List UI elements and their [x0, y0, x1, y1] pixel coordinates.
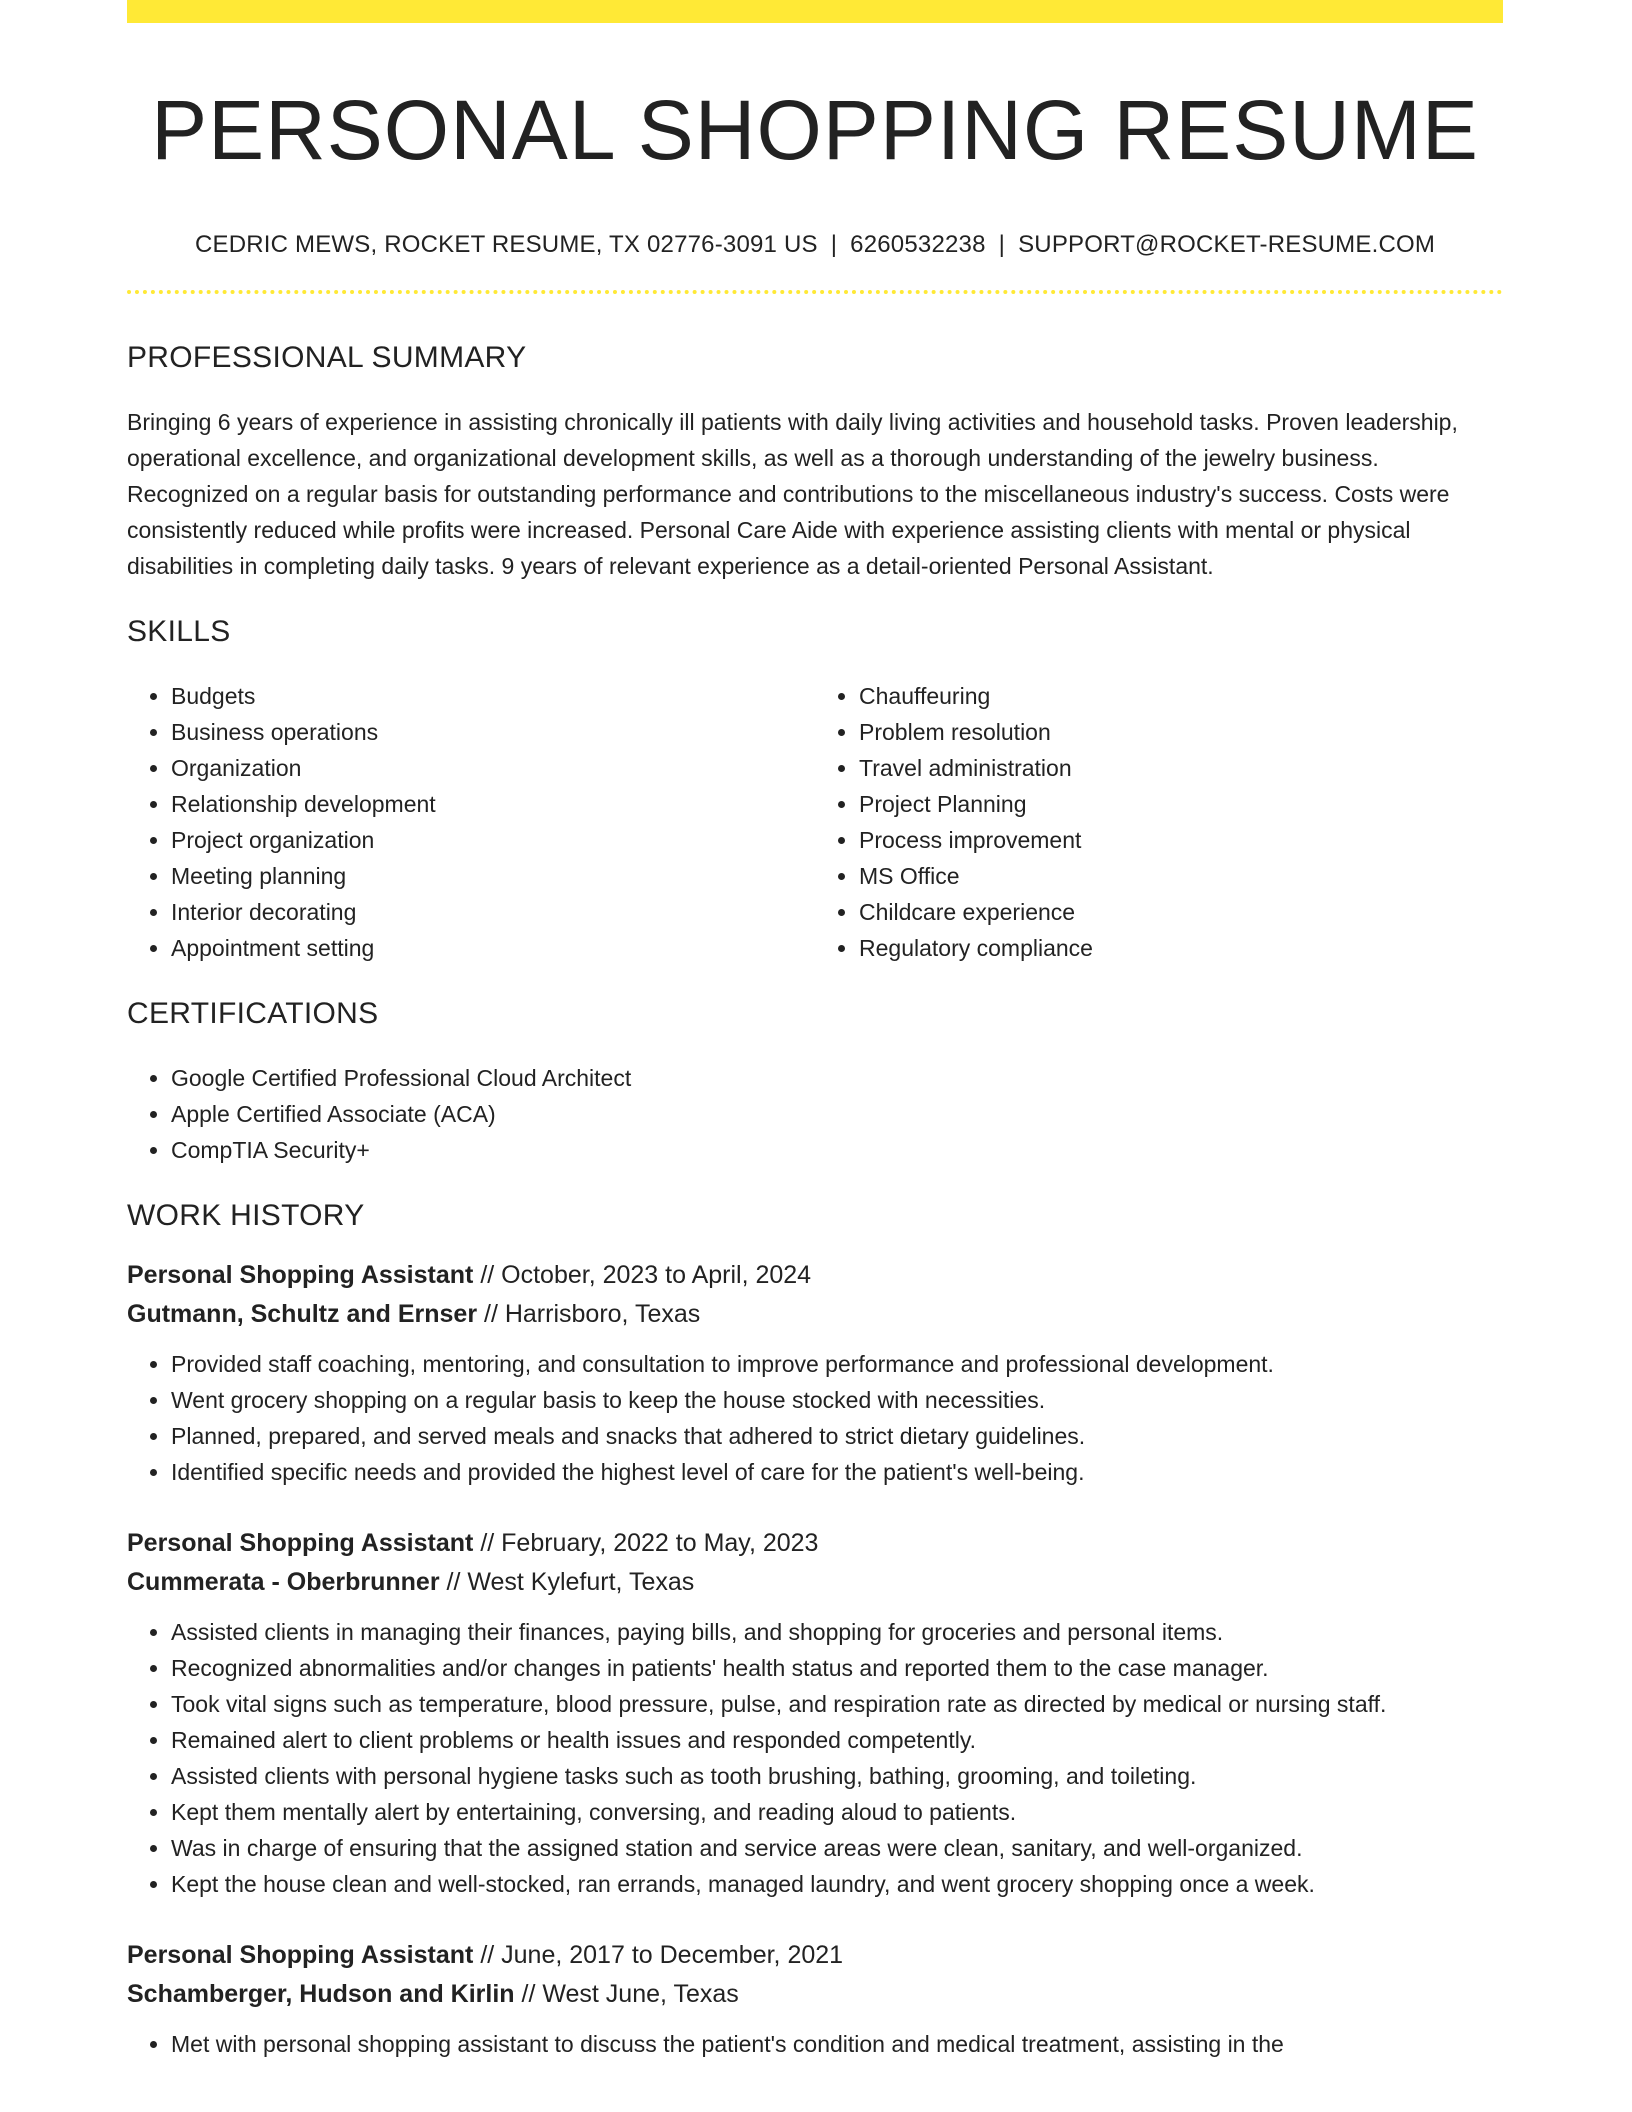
job-title-line: [127, 1256, 1503, 1295]
summary-text: Bringing 6 years of experience in assisting chronically ill patients with daily living activities and household tasks. Proven leadership, operational excellence, and organizational development skills, as well as a thorough understanding of the jewelry business. Recognized on a regular basis for outstanding performance and contributions to the miscellaneous industry's success. Costs were consistently reduced while profits were increased. Personal Care Aide with experience assisting clients with mental or physical disabilities in completing daily tasks. 9 years of relevant experience as a detail-oriented Personal Assistant.: [127, 409, 1458, 579]
skills-columns: [127, 678, 1503, 966]
skill-item: • Project Planning: [859, 786, 1503, 822]
job-bullet: • Identified specific needs and provided the highest level of care for the patient's well-being.: [171, 1454, 1503, 1490]
contact-separator: |: [830, 231, 838, 258]
skill-item: • Appointment setting: [171, 930, 815, 966]
job-title-line: [127, 1936, 1503, 1975]
certification-item: • Google Certified Professional Cloud Architect: [171, 1060, 1503, 1096]
skill-item: • Meeting planning: [171, 858, 815, 894]
skill-item: • Chauffeuring: [859, 678, 1503, 714]
skill-item: • Regulatory compliance: [859, 930, 1503, 966]
job-bullet: • Kept the house clean and well-stocked, ran errands, managed laundry, and went grocery shopping once a week.: [171, 1866, 1503, 1902]
skills-list-right: [815, 678, 1503, 966]
job-bullet: • Recognized abnormalities and/or changes in patients' health status and reported them to the case manager.: [171, 1650, 1503, 1686]
job-bullet: • Assisted clients with personal hygiene tasks such as tooth brushing, bathing, grooming, and toileting.: [171, 1758, 1503, 1794]
job-bullet: • Kept them mentally alert by entertaining, conversing, and reading aloud to patients.: [171, 1794, 1503, 1830]
job-bullet: • Provided staff coaching, mentoring, and consultation to improve performance and professional development.: [171, 1346, 1503, 1382]
job-bullets: [127, 1614, 1503, 1902]
resume-title: PERSONAL SHOPPING RESUME: [151, 83, 1479, 177]
job-location: // West June, Texas: [521, 1980, 739, 2008]
skill-item: • MS Office: [859, 858, 1503, 894]
job-bullets: [127, 1346, 1503, 1490]
job-entry: [127, 1936, 1503, 2062]
skills-list-left: [127, 678, 815, 966]
skill-item: • Interior decorating: [171, 894, 815, 930]
job-entry: [127, 1256, 1503, 1490]
job-title: Personal Shopping Assistant: [127, 1941, 474, 1969]
work-history-heading: WORK HISTORY: [127, 1199, 365, 1232]
skill-item: • Budgets: [171, 678, 815, 714]
job-bullets: [127, 2026, 1503, 2062]
job-bullet: • Assisted clients in managing their finances, paying bills, and shopping for groceries and personal items.: [171, 1614, 1503, 1650]
skill-item: • Organization: [171, 750, 815, 786]
job-entry: [127, 1524, 1503, 1902]
contact-phone: 6260532238: [850, 231, 986, 258]
contact-line: [127, 230, 1503, 260]
job-location: // West Kylefurt, Texas: [446, 1568, 695, 1596]
job-company-line: [127, 1975, 1503, 2014]
skill-item: • Travel administration: [859, 750, 1503, 786]
job-location: // Harrisboro, Texas: [484, 1300, 701, 1328]
job-title-line: [127, 1524, 1503, 1563]
job-bullet: • Was in charge of ensuring that the assigned station and service areas were clean, sanitary, and well-organized.: [171, 1830, 1503, 1866]
certifications-list: [127, 1060, 1503, 1168]
job-bullet: • Planned, prepared, and served meals and snacks that adhered to strict dietary guidelines.: [171, 1418, 1503, 1454]
job-dates: // February, 2022 to May, 2023: [480, 1529, 819, 1557]
header-divider: [127, 290, 1503, 294]
skills-heading: SKILLS: [127, 615, 231, 648]
job-company-line: [127, 1563, 1503, 1602]
certifications-heading: CERTIFICATIONS: [127, 997, 379, 1030]
contact-email: SUPPORT@ROCKET-RESUME.COM: [1018, 231, 1436, 258]
resume-page: [127, 0, 1503, 2062]
job-bullet: • Went grocery shopping on a regular basis to keep the house stocked with necessities.: [171, 1382, 1503, 1418]
certification-item: • CompTIA Security+: [171, 1132, 1503, 1168]
skill-item: • Business operations: [171, 714, 815, 750]
contact-separator: |: [998, 231, 1006, 258]
job-title: Personal Shopping Assistant: [127, 1261, 474, 1289]
job-company: Gutmann, Schultz and Ernser: [127, 1300, 478, 1328]
skill-item: • Project organization: [171, 822, 815, 858]
skill-item: • Relationship development: [171, 786, 815, 822]
job-bullet: • Took vital signs such as temperature, blood pressure, pulse, and respiration rate as directed by medical or nursing staff.: [171, 1686, 1503, 1722]
job-title: Personal Shopping Assistant: [127, 1529, 474, 1557]
job-dates: // October, 2023 to April, 2024: [480, 1261, 812, 1289]
certification-item: • Apple Certified Associate (ACA): [171, 1096, 1503, 1132]
job-company-line: [127, 1295, 1503, 1334]
contact-address: CEDRIC MEWS, ROCKET RESUME, TX 02776-3091 US: [194, 231, 818, 258]
skill-item: • Childcare experience: [859, 894, 1503, 930]
summary-heading: PROFESSIONAL SUMMARY: [127, 341, 527, 374]
skill-item: • Problem resolution: [859, 714, 1503, 750]
job-bullet: • Met with personal shopping assistant to discuss the patient's condition and medical treatment, assisting in the: [171, 2026, 1503, 2062]
job-bullet: • Remained alert to client problems or health issues and responded competently.: [171, 1722, 1503, 1758]
job-company: Cummerata - Oberbrunner: [127, 1568, 440, 1596]
job-company: Schamberger, Hudson and Kirlin: [127, 1980, 515, 2008]
skill-item: • Process improvement: [859, 822, 1503, 858]
job-dates: // June, 2017 to December, 2021: [480, 1941, 844, 1969]
